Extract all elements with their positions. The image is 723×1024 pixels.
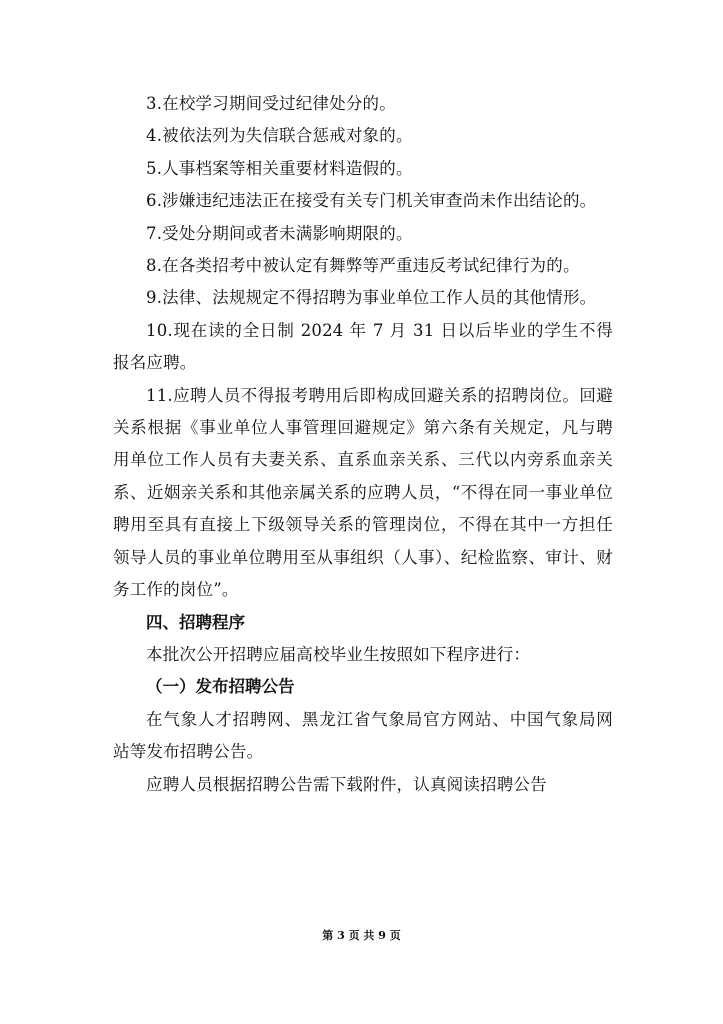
list-item: 11.应聘人员不得报考聘用后即构成回避关系的招聘岗位。回避关系根据《事业单位人事管理回避规定》第六条有关规定，凡与聘用单位工作人员有夫妻关系、直系血亲关系、三代以内旁系血亲关系、近姻亲关系和其他亲属关系的应聘人员，“不得在同一事业单位聘用至具有直接上下级领导关系的管理岗位，不得在其中一方担任领导人员的事业单位聘用至从事组织（人事）、纪检监察、审计、财务工作的岗位”。 xyxy=(113,385,613,600)
document-body xyxy=(113,88,613,801)
page-number: 第 3 页 共 9 页 xyxy=(322,929,401,942)
subsection-heading: （一）发布招聘公告 xyxy=(146,677,295,697)
list-item: 6.涉嫌违纪违法正在接受有关专门机关审查尚未作出结论的。 xyxy=(146,191,597,211)
list-item: 7.受处分期间或者未满影响期限的。 xyxy=(146,223,413,243)
section-intro: 本批次公开招聘应届高校毕业生按照如下程序进行： xyxy=(146,644,531,664)
list-item: 8.在各类招考中被认定有舞弊等严重违反考试纪律行为的。 xyxy=(146,256,580,276)
subsection-paragraph: 在气象人才招聘网、黑龙江省气象局官方网站、中国气象局网站等发布招聘公告。 xyxy=(113,709,613,762)
list-item: 3.在校学习期间受过纪律处分的。 xyxy=(146,94,396,113)
list-item: 9.法律、法规规定不得招聘为事业单位工作人员的其他情形。 xyxy=(146,288,597,308)
subsection-paragraph: 应聘人员根据招聘公告需下载附件，认真阅读招聘公告 xyxy=(146,774,547,794)
list-item: 10.现在读的全日制 2024 年 7 月 31 日以后毕业的学生不得报名应聘。 xyxy=(113,320,613,373)
list-item: 5.人事档案等相关重要材料造假的。 xyxy=(146,158,413,178)
list-item: 4.被依法列为失信联合惩戒对象的。 xyxy=(146,126,413,146)
section-heading: 四、招聘程序 xyxy=(146,612,245,632)
